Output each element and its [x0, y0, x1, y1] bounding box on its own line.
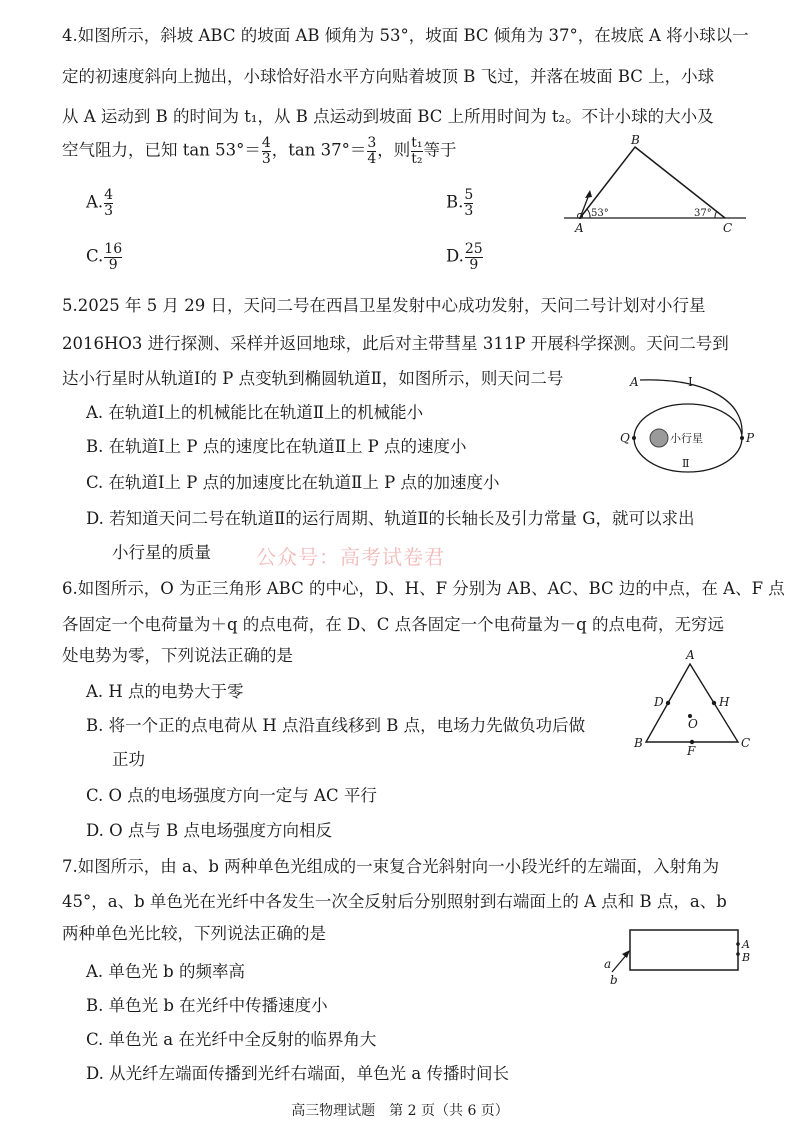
label-c: C — [723, 221, 733, 235]
triangle-figure — [626, 646, 762, 758]
q4-option-a-fraction: $\frac{4}{3}$ — [104, 187, 114, 219]
q4-line4-pre: 空气阻力，已知 tan 53°＝ — [62, 140, 261, 160]
time-ratio-fraction: $\frac{\text{t₁}}{\text{t₂}}$ — [411, 135, 423, 167]
q6-stem-line-3: 处电势为零，下列说法正确的是 — [62, 646, 293, 665]
label-asteroid: 小行星 — [670, 432, 703, 445]
tri-label-d: D — [654, 695, 664, 709]
point-p-dot — [740, 436, 744, 440]
q7-stem-line-2: 45°，a、b 单色光在光纤中各发生一次全反射后分别照射到右端面上的 A 点和 B 点，a、b — [62, 892, 727, 911]
q7-option-d: D. 从光纤左端面传播到光纤右端面，单色光 a 传播时间长 — [86, 1064, 509, 1083]
q5-option-d-line-2: 小行星的质量 — [112, 543, 211, 562]
q7-option-b: B. 单色光 b 在光纤中传播速度小 — [86, 996, 328, 1015]
asteroid-icon — [650, 429, 668, 447]
q6-option-b-line-2: 正功 — [112, 750, 145, 769]
page-footer: 高三物理试题 第 2 页（共 6 页） — [291, 1103, 509, 1119]
fiber-label-a: A — [742, 938, 750, 951]
q4-line4-then: ，则 — [377, 140, 411, 160]
q4-stem-line-4 — [62, 136, 457, 166]
tan37-fraction: $\frac{3}{4}$ — [367, 135, 377, 167]
q4-option-c-fraction: $\frac{16}{9}$ — [104, 241, 123, 273]
point-h-dot — [712, 701, 716, 705]
optical-fiber — [630, 930, 738, 970]
q5-stem-line-1: 5.2025 年 5 月 29 日，天问二号在西昌卫星发射中心成功发射，天问二号计划对小行星 — [62, 296, 706, 315]
point-b-dot — [736, 952, 740, 956]
slope-figure — [560, 130, 760, 240]
q7-stem-line-3: 两种单色光比较，下列说法正确的是 — [62, 924, 326, 943]
q5-option-d-line-1: D. 若知道天问二号在轨道Ⅱ的运行周期、轨道Ⅱ的长轴长及引力常量 G，就可以求出 — [86, 509, 695, 528]
q4-option-a: A. $\frac{4}{3}$ — [86, 187, 114, 219]
angle-arc-c — [715, 211, 717, 218]
q4-stem-line-1: 4.如图所示，斜坡 ABC 的坡面 AB 倾角为 53°，坡面 BC 倾角为 37°，在坡底 A 将小球以一 — [62, 26, 749, 45]
incident-arrowhead — [622, 950, 630, 958]
point-d-dot — [666, 701, 670, 705]
orbit-figure — [618, 364, 760, 494]
label-p: P — [746, 431, 755, 445]
q4-line4-post: 等于 — [423, 140, 457, 160]
q4-option-b-fraction: $\frac{5}{3}$ — [464, 187, 474, 219]
q4-option-d: D. $\frac{25}{9}$ — [446, 241, 483, 273]
tri-label-a: A — [686, 648, 695, 662]
q7-option-c: C. 单色光 a 在光纤中全反射的临界角大 — [86, 1030, 377, 1049]
q5-stem-line-3: 达小行星时从轨道Ⅰ的 P 点变轨到椭圆轨道Ⅱ，如图所示，则天问二号 — [62, 369, 564, 388]
q4-line4-mid: ，tan 37°＝ — [271, 140, 367, 160]
q6-stem-line-2: 各固定一个电荷量为＋q 的点电荷，在 D、C 点各固定一个电荷量为－q 的点电荷，无穷远 — [62, 615, 724, 634]
tri-label-b: B — [634, 736, 643, 750]
point-q-dot — [632, 436, 636, 440]
q7-stem-line-1: 7.如图所示，由 a、b 两种单色光组成的一束复合光斜射向一小段光纤的左端面，入射角为 — [62, 857, 720, 876]
label-orbit-a: A — [630, 375, 639, 389]
q5-option-a: A. 在轨道Ⅰ上的机械能比在轨道Ⅱ上的机械能小 — [86, 403, 424, 422]
tan53-fraction: $\frac{4}{3}$ — [261, 135, 271, 167]
label-a: A — [575, 221, 584, 235]
q6-option-a: A. H 点的电势大于零 — [86, 682, 244, 701]
q4-stem-line-2: 定的初速度斜向上抛出，小球恰好沿水平方向贴着坡顶 B 飞过，并落在坡面 BC 上，小球 — [62, 67, 715, 86]
label-b: B — [631, 133, 640, 147]
q6-stem-line-1: 6.如图所示，O 为正三角形 ABC 的中心，D、H、F 分别为 AB、AC、BC 边的中点，在 A、F 点 — [62, 579, 785, 598]
fiber-figure — [596, 922, 760, 988]
q6-option-d: D. O 点与 B 点电场强度方向相反 — [86, 821, 333, 840]
q4-option-b: B. $\frac{5}{3}$ — [446, 187, 474, 219]
label-angle-53: 53° — [591, 208, 609, 219]
point-a-dot — [736, 942, 740, 946]
angle-arc-a — [587, 209, 590, 218]
tri-label-h: H — [719, 695, 730, 709]
tri-label-o: O — [688, 717, 698, 731]
q6-option-c: C. O 点的电场强度方向一定与 AC 平行 — [86, 786, 377, 805]
q4-option-c: C. $\frac{16}{9}$ — [86, 241, 123, 273]
q5-option-b: B. 在轨道Ⅰ上 P 点的速度比在轨道Ⅱ上 P 点的速度小 — [86, 437, 467, 456]
watermark: 公众号：高考试卷君 — [256, 545, 445, 569]
q6-option-b-line-1: B. 将一个正的点电荷从 H 点沿直线移到 B 点，电场力先做负功后做 — [86, 716, 586, 735]
q5-option-c: C. 在轨道Ⅰ上 P 点的加速度比在轨道Ⅱ上 P 点的加速度小 — [86, 473, 500, 492]
label-angle-37: 37° — [694, 208, 712, 219]
q5-stem-line-2: 2016HO3 进行探测、采样并返回地球，此后对主带彗星 311P 开展科学探测。天问二号到 — [62, 334, 729, 353]
ray-label-b: b — [610, 973, 618, 987]
tri-label-c: C — [741, 736, 751, 750]
label-orbit-i: Ⅰ — [688, 375, 693, 389]
label-q: Q — [620, 431, 630, 445]
q4-option-d-fraction: $\frac{25}{9}$ — [464, 241, 483, 273]
fiber-label-b: B — [742, 951, 751, 964]
tri-label-f: F — [687, 744, 696, 758]
label-orbit-ii: Ⅱ — [682, 457, 690, 470]
q4-stem-line-3: 从 A 运动到 B 的时间为 t₁，从 B 点运动到坡面 BC 上所用时间为 t₂。不计小球的大小及 — [62, 107, 714, 126]
ray-label-a: a — [604, 957, 612, 971]
launch-arrowhead — [585, 190, 592, 198]
q7-option-a: A. 单色光 b 的频率高 — [86, 962, 245, 981]
